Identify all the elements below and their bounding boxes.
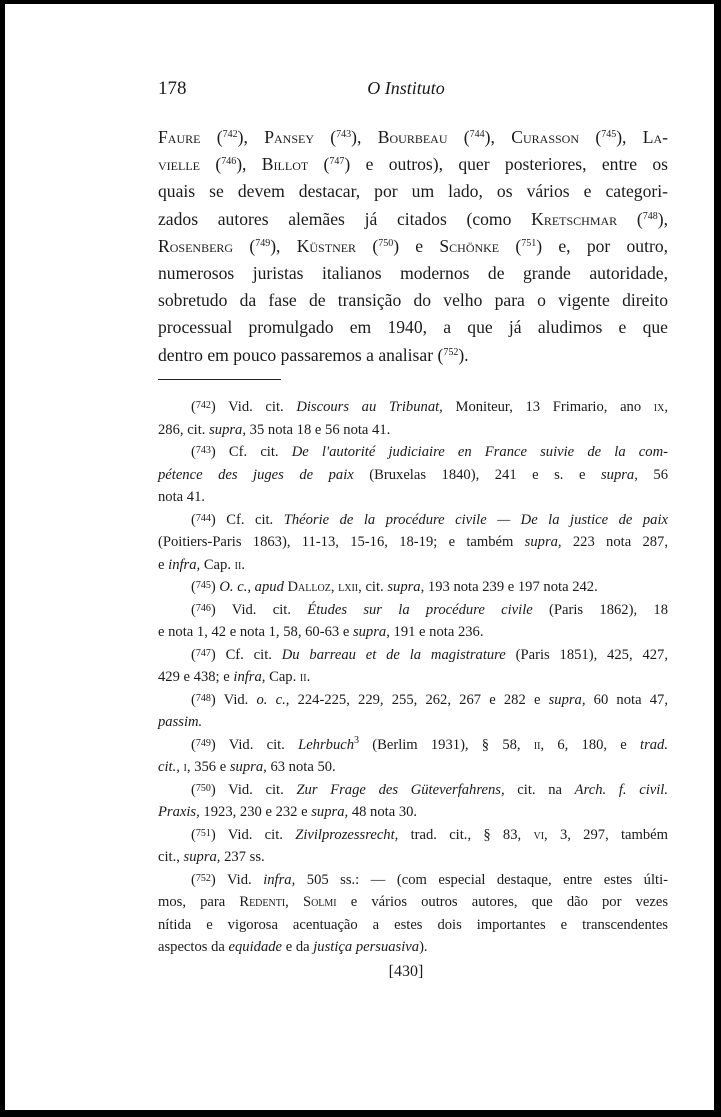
page-header xyxy=(158,78,668,102)
footnote-line: pétence des juges de paix (Bruxelas 1840), 241 e s. e supra, 56 xyxy=(158,466,668,483)
footnote-751: (751) Vid. cit. Zivilprozessrecht, trad. cit., § 83, vi, 3, 297, também xyxy=(191,826,668,843)
body-line: numerosos juristas italianos modernos de grande autoridade, xyxy=(158,262,668,283)
body-line: zados autores alemães já citados (como Kretschmar ($^{748}$), xyxy=(158,208,668,229)
footnote-line: nota 41. xyxy=(158,489,206,505)
footnote-line: 286, cit. supra, 35 nota 18 e 56 nota 41. xyxy=(158,421,391,438)
footnote-749: (749) Vid. cit. Lehrbuch$^3$ (Berlim 1931), § 58, ii, 6, 180, e trad. xyxy=(191,734,668,753)
footnote-743: (743) Cf. cit. De l'autorité judiciaire en France suivie de la com- xyxy=(191,444,668,460)
body-line: sobretudo da fase de transição do velho para o vigente direito xyxy=(158,290,668,311)
footnote-separator xyxy=(158,379,281,380)
main-paragraph xyxy=(158,124,668,369)
body-line: quais se devem destacar, por um lado, os vários e categori- xyxy=(158,181,668,202)
body-line: Rosenberg ($^{749}$), Küstner ($^{750}$) e Schönke ($^{751}$) e, por outro, xyxy=(158,235,669,256)
footnote-752: (752) Vid. infra, 505 ss.: — (com especial destaque, entre estes últi- xyxy=(191,871,669,888)
footnote-line: e infra, Cap. ii. xyxy=(158,556,245,573)
footnote-750: (750) Vid. cit. Zur Frage des Güteverfahrens, cit. na Arch. f. civil. xyxy=(191,781,668,798)
footnote-744: (744) Cf. cit. Théorie de la procédure civile — De la justice de paix xyxy=(191,511,668,528)
footnote-line: e nota 1, 42 e nota 1, 58, 60-63 e supra, 191 e nota 236. xyxy=(158,624,484,640)
footnote-line: aspectos da equidade e da justiça persuasiva). xyxy=(158,939,428,955)
footnote-line: nítida e vigorosa acentuação a estes dois importantes e transcendentes xyxy=(158,916,668,933)
footnote-748: (748) Vid. o. c., 224-225, 229, 255, 262, 267 e 282 e supra, 60 nota 47, xyxy=(191,691,668,708)
footnote-line: 429 e 438; e infra, Cap. ii. xyxy=(158,669,311,685)
footnote-746: (746) Vid. cit. Études sur la procédure civile (Paris 1862), 18 xyxy=(191,601,668,618)
footnotes xyxy=(158,396,668,959)
page-number: 178 xyxy=(158,78,187,99)
footnote-line: cit., supra, 237 ss. xyxy=(158,849,265,865)
footnote-line: cit., i, 356 e supra, 63 nota 50. xyxy=(158,759,336,775)
body-line: Faure ($^{742}$), Pansey ($^{743}$), Bourbeau ($^{744}$), Curasson ($^{745}$), La- xyxy=(158,127,669,147)
page-folio: [430] xyxy=(388,963,424,980)
running-title: O Instituto xyxy=(367,78,445,98)
footnote-line: (Poitiers-Paris 1863), 11-13, 15-16, 18-19; e também supra, 223 nota 287, xyxy=(158,534,669,550)
footnote-line: mos, para Redenti, Solmi e vários outros autores, que dão por vezes xyxy=(158,894,668,910)
footnote-line: Praxis, 1923, 230 e 232 e supra, 48 nota 30. xyxy=(158,804,418,820)
footnote-line: passim. xyxy=(158,714,203,730)
body-line: dentro em pouco passaremos a analisar ($^{752}$). xyxy=(158,344,469,365)
body-line: processual promulgado em 1940, a que já aludimos e que xyxy=(158,317,668,338)
body-line: vielle ($^{746}$), Billot ($^{747}$) e outros), quer posteriores, entre os xyxy=(158,154,668,175)
footnote-747: (747) Cf. cit. Du barreau et de la magistrature (Paris 1851), 425, 427, xyxy=(191,646,668,663)
footnote-742: (742) Vid. cit. Discours au Tribunat, Moniteur, 13 Frimario, ano ix, xyxy=(191,399,668,415)
footnote-745: (745) O. c., apud Dalloz, lxii, cit. supra, 193 nota 239 e 197 nota 242. xyxy=(191,579,598,595)
